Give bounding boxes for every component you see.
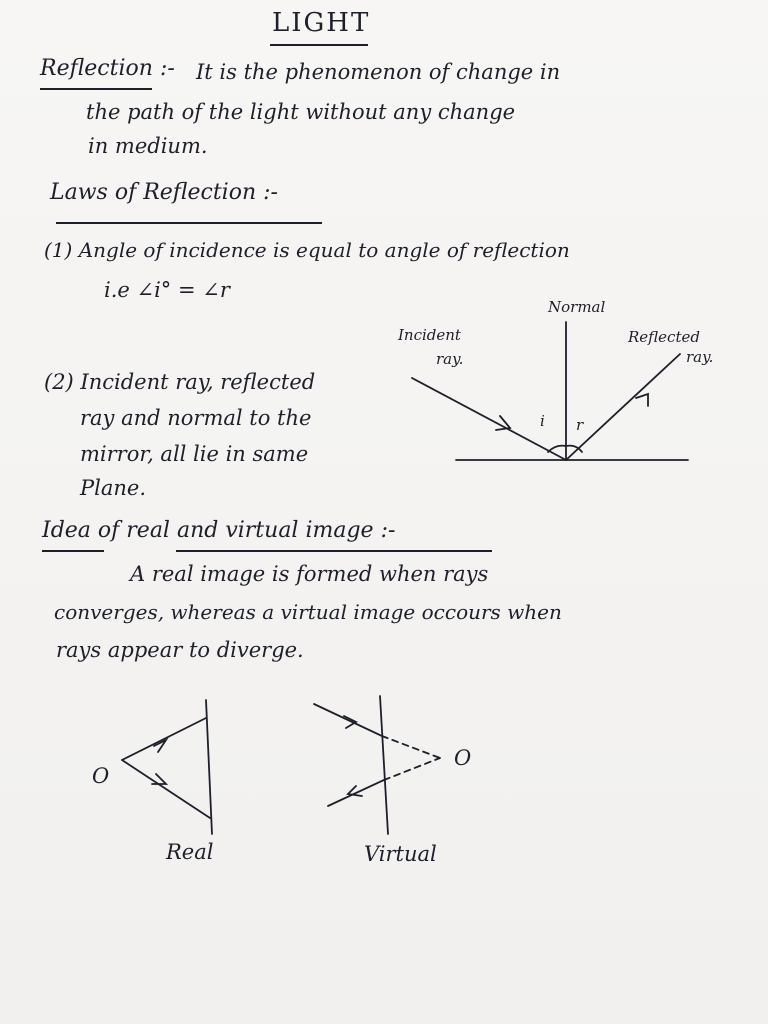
law1-line2: i.e ∠i° = ∠r	[104, 278, 230, 302]
virtual-ray-lower	[328, 780, 384, 806]
virtual-extension-lower	[384, 758, 440, 780]
incident-ray	[412, 378, 566, 460]
virtual-ray-upper-arrow	[344, 716, 356, 728]
virtual-lens-line	[380, 696, 388, 834]
reflection-definition-line1: It is the phenomenon of change in	[196, 60, 561, 84]
angle-i-label: i	[540, 412, 545, 430]
images-heading: Idea of real and virtual image :-	[42, 518, 396, 543]
virtual-extension-upper	[382, 736, 440, 758]
reflection-separator: :-	[160, 56, 175, 81]
reflected-ray	[566, 354, 680, 460]
virtual-ray-upper	[314, 704, 382, 736]
law2-line1: (2) Incident ray, reflected	[44, 370, 316, 394]
reflected-ray-label-line2: ray.	[686, 348, 714, 366]
images-line2: converges, whereas a virtual image occours when	[54, 600, 562, 624]
reflected-ray-label-line1: Reflected	[628, 328, 700, 346]
real-label: Real	[166, 840, 214, 864]
reflection-definition-line2: the path of the light without any change	[86, 100, 516, 124]
reflection-term: Reflection	[40, 56, 153, 81]
virtual-label: Virtual	[364, 842, 437, 866]
laws-heading: Laws of Reflection :-	[50, 180, 278, 205]
real-ray-lower	[122, 760, 210, 818]
real-ray-upper	[122, 718, 206, 760]
real-object-label: O	[92, 764, 110, 788]
virtual-object-label: O	[454, 746, 472, 770]
real-lens-line	[206, 700, 212, 834]
law2-line2: ray and normal to the	[80, 406, 312, 430]
law1-line1: (1) Angle of incidence is equal to angle of reflection	[44, 238, 570, 262]
reflection-definition-line3: in medium.	[88, 134, 208, 158]
incident-ray-label-line1: Incident	[398, 326, 461, 344]
normal-label: Normal	[548, 298, 606, 316]
real-ray-lower-arrow	[152, 774, 166, 784]
incident-ray-label-line2: ray.	[436, 350, 464, 368]
law2-line3: mirror, all lie in same	[80, 442, 309, 466]
angle-r-label: r	[576, 416, 584, 434]
images-line1: A real image is formed when rays	[130, 562, 489, 586]
images-line3: rays appear to diverge.	[56, 638, 304, 662]
page-title: LIGHT	[272, 8, 371, 38]
law2-line4: Plane.	[80, 476, 146, 500]
reflected-ray-arrow	[636, 394, 648, 406]
